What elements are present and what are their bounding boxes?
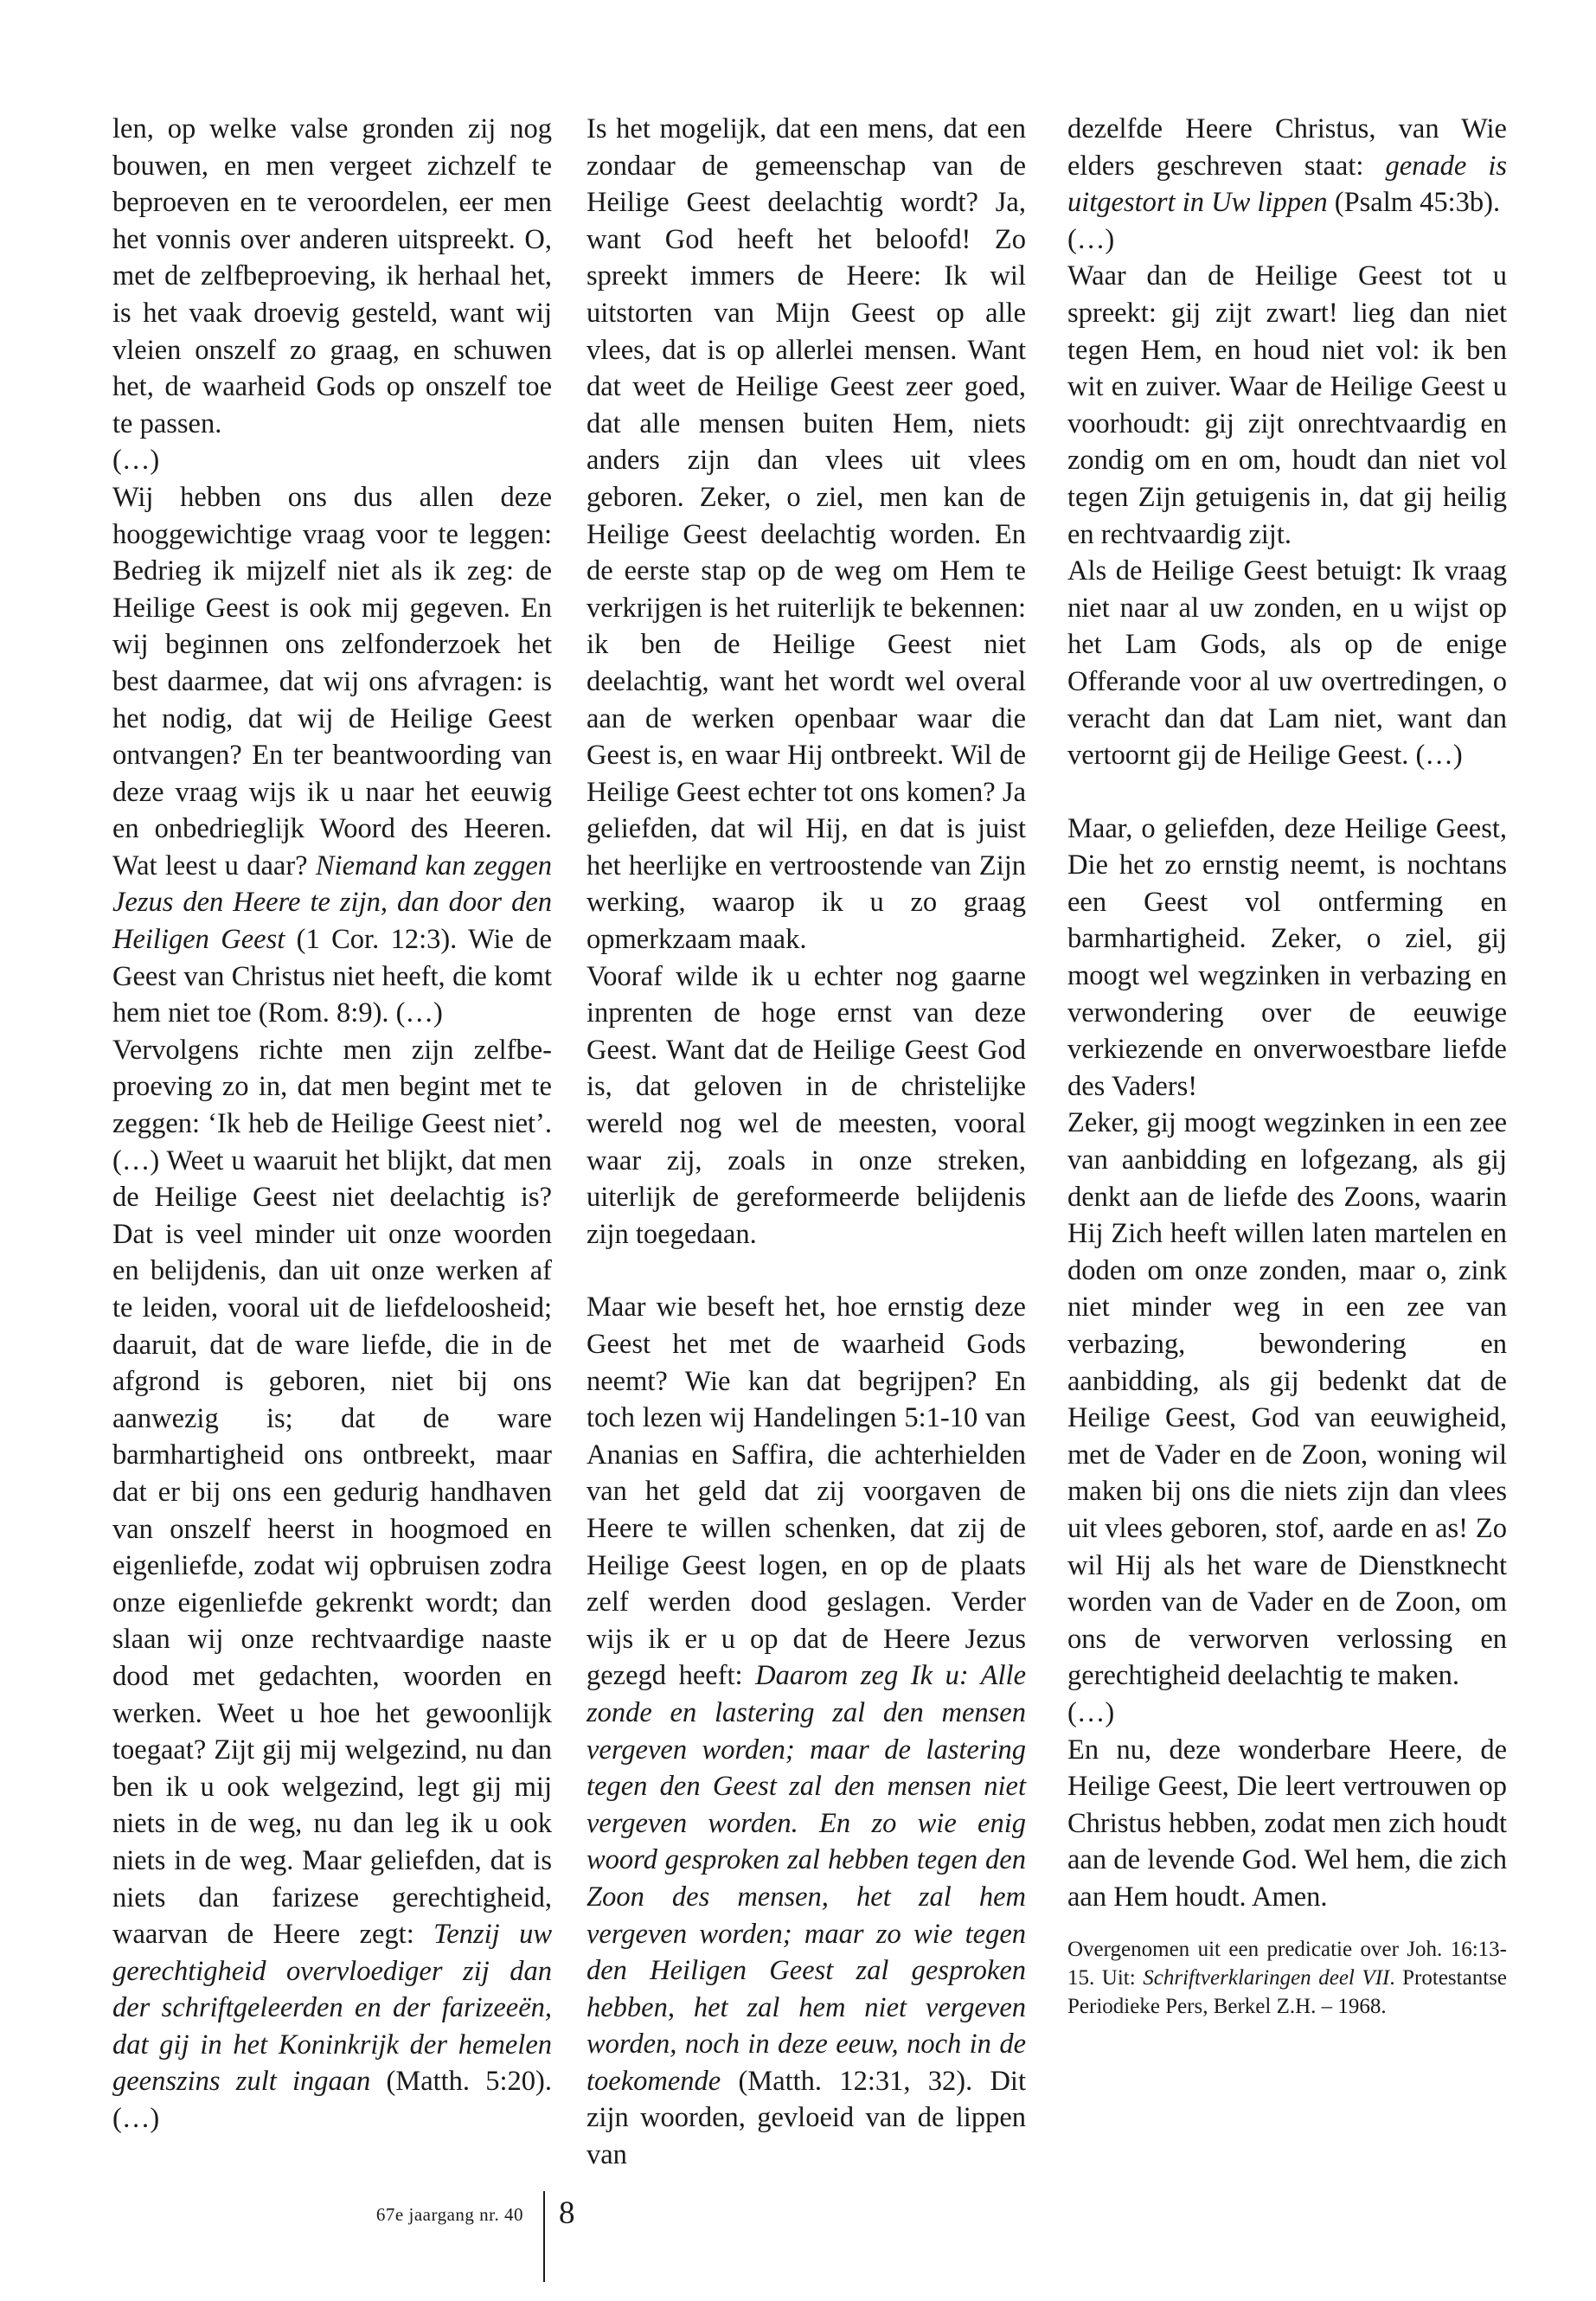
text: . Protestantse Periodieke Pers, Berkel Z.H. – 1968. xyxy=(1067,1965,1507,2018)
paragraph xyxy=(1067,111,1507,221)
text: dezelfde Heere Christus, van Wie elders geschreven staat: xyxy=(1067,113,1507,182)
page-number: 8 xyxy=(559,2195,575,2231)
text: (Matth. 12:31, 32). Dit zijn woorden, gevloeid van de lippen van xyxy=(586,2065,1026,2171)
scripture-quote: Niemand kan zeggen Jezus den Heere te zijn, dan door den Heiligen Geest xyxy=(112,849,552,956)
ellipsis: (…) xyxy=(1067,223,1115,255)
scripture-quote: Daarom zeg Ik u: Alle zonde en lastering zal den mensen vergeven worden; maar de lastering tegen den Geest zal den mensen niet vergeven worden. En zo wie enig woord gesproken zal hebben tegen den Zoon des mensen, het zal hem vergeven worden; maar zo wie tegen den Heiligen Geest zal gesproken hebben, het zal hem niet vergeven worden, noch in deze eeuw, noch in de toekomende xyxy=(586,1660,1026,2097)
paragraph: Waar dan de Heilige Geest tot u spreekt: gij zijt zwart! lieg dan niet tegen Hem, en houd niet vol: ik ben wit en zuiver. Waar de Heilige Geest u voorhoudt: gij zijt onrechtvaardig en zondig om en om, houdt dan niet vol tegen Zijn getuigenis in, dat gij heilig en rechtvaardig zijt. xyxy=(1067,260,1507,550)
ellipsis: (…) xyxy=(112,445,160,477)
text: Wij hebben ons dus allen deze hooggewichtige vraag voor te leggen: Bedrieg ik mijzelf niet als ik zeg: de Heilige Geest is ook mij gegeven. En wij beginnen ons zelfonderzoek het best daarmee, dat wij ons afvragen: is het nodig, dat wij de Heilige Geest ontvangen? En ter beantwoording van deze vraag wijs ik u naar het eeuwig en onbedrieglijk Woord des Heeren. Wat leest u daar? xyxy=(112,481,552,881)
paragraph xyxy=(586,1289,1026,2173)
paragraph: Vooraf wilde ik u echter nog gaarne inprenten de hoge ernst van deze Geest. Want dat de Heilige Geest God is, dat geloven in de christelijke wereld nog wel de meesten, vooral waar zij, zoals in onze streken, uiterlijk de gereformeerde belijdenis zijn toegedaan. xyxy=(586,960,1026,1250)
paragraph: len, op welke valse gronden zij nog bouwen, en men vergeet zichzelf te beproeven en te veroordelen, eer men het vonnis over anderen uitspreekt. O, met de zelfbeproeving, ik herhaal het, is het vaak droevig gesteld, want wij vleien onszelf zo graag, en schuwen het, de waarheid Gods op onszelf toe te passen. xyxy=(112,113,552,439)
source-note xyxy=(1067,1935,1507,2021)
text: (1 Cor. 12:3). Wie de Geest van Christus niet heeft, die komt hem niet toe (Rom. 8:9). (…) xyxy=(112,924,552,1029)
text: (Psalm 45:3b). xyxy=(1327,187,1501,219)
article-column-2 xyxy=(586,111,1026,2174)
scripture-quote: Tenzij uw gerechtigheid overvloediger zij dan der schriftgeleerden en der farizeeën, dat gij in het Koninkrijk der hemelen geenszins zult ingaan xyxy=(112,1919,552,2098)
paragraph: Zeker, gij moogt wegzinken in een zee van aanbidding en lofgezang, als gij denkt aan de liefde des Zoons, waarin Hij Zich heeft willen laten martelen en doden om onze zonden, maar o, zink niet minder weg in een zee van verbazing, bewondering en aanbidding, als gij bedenkt dat de Heilige Geest, God van eeuwigheid, met de Vader en de Zoon, woning wil maken bij ons die niets zijn dan vlees uit vlees geboren, stof, aarde en as! Zo wil Hij als het ware de Dienstknecht worden van de Vader en de Zoon, om ons de verworven verlossing en gerechtigheid deelachtig te maken. xyxy=(1067,1107,1507,1692)
text: (Matth. 5:20). (…) xyxy=(112,2066,552,2135)
book-title: Schriftverklaringen deel VII xyxy=(1143,1965,1390,1990)
text: Vervolgens richte men zijn zelfbeproeving zo in, dat men begint met te zeggen: ‘Ik heb de Heilige Geest niet’. (…) Weet u waaruit het blijkt, dat men de Heilige Geest niet deelachtig is? Dat is veel minder uit onze woorden en belijdenis, dan uit onze werken af te leiden, vooral uit de liefdeloosheid; daaruit, dat de ware liefde, die in de afgrond is geboren, niet bij ons aanwezig is; dat de ware barmhartigheid ons ontbreekt, maar dat er bij ons een gedurig handhaven van onszelf heerst in hoogmoed en eigenliefde, zodat wij opbruisen zodra onze eigenliefde gekrenkt wordt; dan slaan wij onze rechtvaardige naaste dood met gedachten, woorden en werken. Weet u hoe het gewoonlijk toegaat? Zijt gij mij welgezind, nu dan ben ik u ook welgezind, legt gij mij niets in de weg, nu dan leg ik u ook niets in de weg. Maar geliefden, dat is niets dan farizese gerechtigheid, waarvan de Heere zegt: xyxy=(112,1034,552,1951)
text: Overgenomen uit een predicatie over Joh. 16:13-15. Uit: xyxy=(1067,1937,1507,1990)
article-column-3 xyxy=(1067,111,1507,2021)
scripture-quote: genade is uitgestort in Uw lippen xyxy=(1067,150,1508,219)
paragraph: Als de Heilige Geest betuigt: Ik vraag niet naar al uw zonden, en u wijst op het Lam Gods, als op de enige Offerande voor al uw overtredingen, o veracht dan dat Lam niet, want dan vertoornt gij de Heilige Geest. (…) xyxy=(1067,555,1507,772)
paragraph: Is het mogelijk, dat een mens, dat een zondaar de gemeenschap van de Heilige Geest deelachtig wordt? Ja, want God heeft het beloofd! Zo spreekt immers de Heere: Ik wil uitstorten van Mijn Geest op alle vlees, dat is op allerlei mensen. Want dat weet de Heilige Geest zeer goed, dat alle mensen buiten Hem, niets anders zijn dan vlees uit vlees geboren. Zeker, o ziel, men kan de Heilige Geest deelachtig worden. En de eerste stap op de weg om Hem te verkrijgen is het ruiterlijk te bekennen: ik ben de Heilige Geest niet deelachtig, want het wordt wel overal aan de werken openbaar waar die Geest is, en waar Hij ontbreekt. Wil de Heilige Geest echter tot ons komen? Ja geliefden, dat wil Hij, en dat is juist het heerlijke en vertroostende van Zijn werking, waarop ik u zo graag opmerkzaam maak. xyxy=(586,113,1026,956)
ellipsis: (…) xyxy=(1067,1696,1115,1728)
text: Maar wie beseft het, hoe ernstig deze Geest het met de waarheid Gods neemt? Wie kan dat begrijpen? En toch lezen wij Handelingen 5:1-10 van Ananias en Saffira, die achterhielden van het geld dat zij voorgaven de Heere te willen schenken, dat zij de Heilige Geest logen, en op de plaats zelf werden dood geslagen. Verder wijs ik er u op dat de Heere Jezus gezegd heeft: xyxy=(586,1292,1026,1692)
footer-divider xyxy=(543,2191,545,2282)
paragraph xyxy=(112,479,552,1032)
paragraph: Maar, o geliefden, deze Heilige Geest, Die het zo ernstig neemt, is nochtans een Geest vol ontferming en barmhartigheid. Zeker, o ziel, gij moogt wel wegzinken in verbazing en verwondering over de eeuwige verkiezende en onverwoestbare liefde des Vaders! xyxy=(1067,812,1507,1102)
paragraph: En nu, deze wonderbare Heere, de Heilige Geest, Die leert vertrouwen op Christus hebben, zodat men zich houdt aan de levende God. Wel hem, die zich aan Hem houdt. Amen. xyxy=(1067,1734,1507,1913)
paragraph xyxy=(112,1032,552,2138)
volume-issue: 67e jaargang nr. 40 xyxy=(375,2204,523,2225)
article-column-1 xyxy=(112,111,552,2138)
